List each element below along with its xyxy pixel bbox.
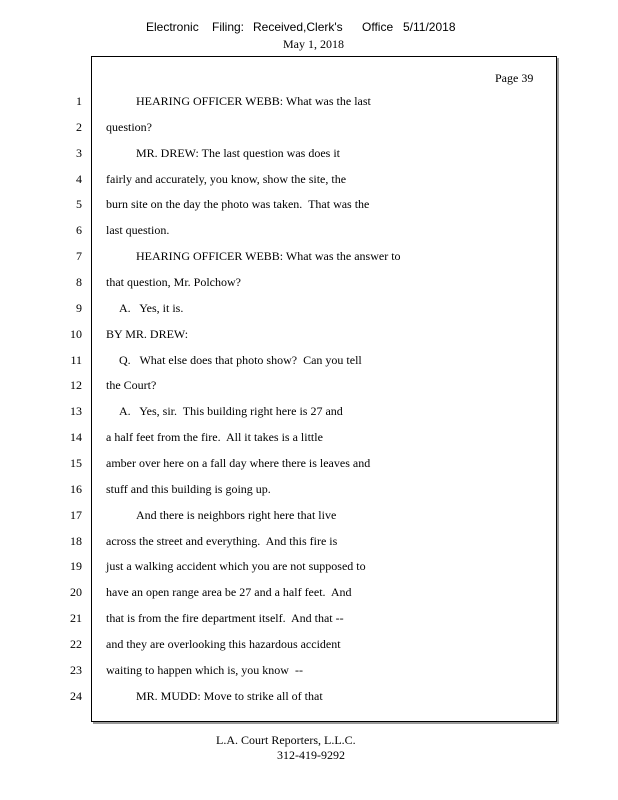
line-number: 15 bbox=[70, 455, 82, 470]
line-number: 4 bbox=[76, 171, 82, 186]
line-text: question? bbox=[106, 119, 152, 134]
line-text: fairly and accurately, you know, show the site, the bbox=[106, 171, 347, 186]
line-text: last question. bbox=[106, 223, 170, 238]
line-number: 5 bbox=[76, 197, 82, 212]
stamp-word-electronic: Electronic bbox=[146, 20, 199, 34]
line-number: 7 bbox=[76, 249, 82, 264]
line-text: HEARING OFFICER WEBB: What was the answer to bbox=[136, 249, 401, 264]
line-number: 17 bbox=[70, 507, 82, 522]
line-number: 14 bbox=[70, 430, 82, 445]
line-text: A. Yes, it is. bbox=[119, 300, 184, 315]
stamp-word-office: Office bbox=[362, 20, 394, 34]
line-text: A. Yes, sir. This building right here is 27 and bbox=[119, 404, 343, 419]
line-text: waiting to happen which is, you know -- bbox=[106, 662, 303, 677]
stamp-word-filing: Filing: bbox=[212, 20, 245, 34]
line-text: burn site on the day the photo was taken. That was the bbox=[106, 197, 370, 212]
line-text: across the street and everything. And this fire is bbox=[106, 533, 338, 548]
line-number: 24 bbox=[70, 688, 82, 703]
line-text: amber over here on a fall day where there is leaves and bbox=[106, 455, 371, 470]
line-text: stuff and this building is going up. bbox=[106, 481, 271, 496]
line-text: a half feet from the fire. All it takes is a little bbox=[106, 430, 323, 445]
page-number: Page 39 bbox=[495, 71, 534, 85]
line-number: 21 bbox=[70, 611, 82, 625]
line-number: 20 bbox=[70, 585, 82, 600]
line-number: 22 bbox=[70, 636, 82, 651]
line-text: and they are overlooking this hazardous accident bbox=[106, 636, 341, 651]
line-number: 13 bbox=[70, 404, 82, 419]
line-number: 2 bbox=[76, 119, 82, 134]
line-number: 16 bbox=[70, 481, 82, 496]
line-text: MR. DREW: The last question was does it bbox=[136, 145, 340, 160]
hearing-date: May 1, 2018 bbox=[283, 37, 344, 51]
footer-company: L.A. Court Reporters, L.L.C. bbox=[216, 733, 356, 747]
line-number: 1 bbox=[76, 94, 82, 108]
line-text: just a walking accident which you are not supposed to bbox=[106, 559, 366, 574]
line-text: the Court? bbox=[106, 378, 157, 393]
line-number: 3 bbox=[76, 145, 82, 160]
stamp-filed-date: 5/11/2018 bbox=[403, 20, 456, 34]
line-text: BY MR. DREW: bbox=[106, 326, 189, 341]
line-number: 23 bbox=[70, 662, 82, 677]
line-text: that question, Mr. Polchow? bbox=[106, 275, 241, 289]
line-text: that is from the fire department itself. And that -- bbox=[106, 611, 344, 625]
line-number: 11 bbox=[70, 352, 82, 367]
line-text: Q. What else does that photo show? Can you tell bbox=[119, 352, 362, 367]
line-text: And there is neighbors right here that live bbox=[136, 507, 337, 522]
line-number: 18 bbox=[70, 533, 82, 548]
footer-phone: 312-419-9292 bbox=[277, 748, 345, 762]
line-number: 19 bbox=[70, 559, 82, 574]
line-number: 10 bbox=[70, 326, 82, 341]
line-number: 6 bbox=[76, 223, 82, 238]
line-text: HEARING OFFICER WEBB: What was the last bbox=[136, 94, 371, 108]
line-number: 8 bbox=[76, 275, 82, 289]
line-number: 9 bbox=[76, 300, 82, 315]
stamp-word-received: Received,Clerk's bbox=[253, 20, 343, 34]
line-text: have an open range area be 27 and a half feet. And bbox=[106, 585, 352, 600]
line-text: MR. MUDD: Move to strike all of that bbox=[136, 688, 323, 703]
line-number: 12 bbox=[70, 378, 82, 393]
